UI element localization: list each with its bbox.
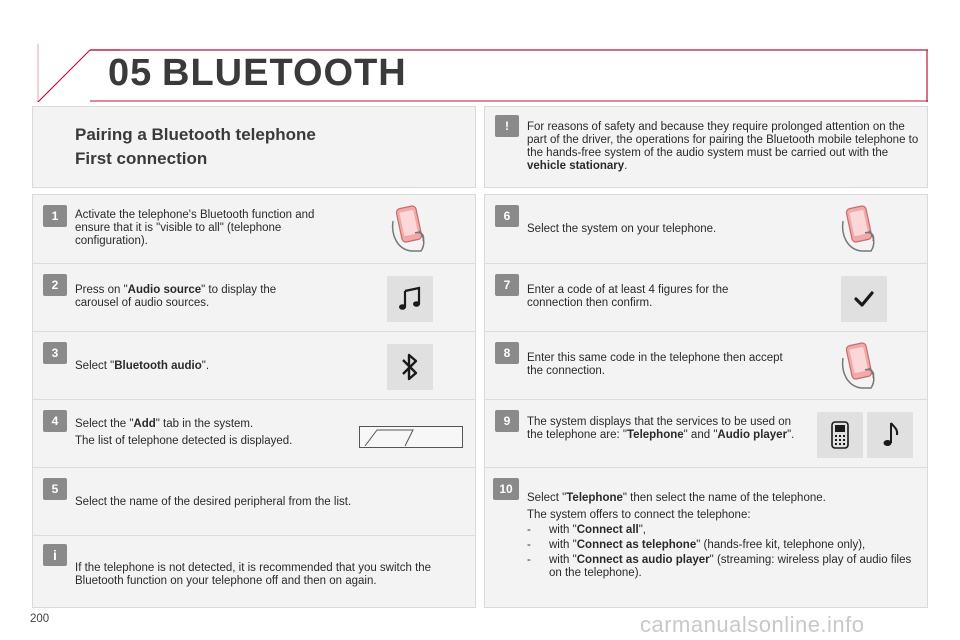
step-text: Activate the telephone's Bluetooth function and ensure that it is "visible to all" (telephone configuration).: [75, 209, 315, 247]
phone-hand-icon: [835, 201, 891, 257]
step-number: 4: [43, 410, 67, 432]
step-number: 8: [495, 342, 519, 364]
step-1: [33, 195, 475, 263]
step-number: 9: [495, 410, 519, 432]
step-text: Enter this same code in the telephone then accept the connection.: [527, 352, 783, 377]
checkmark-icon: [853, 288, 875, 310]
step-6: [485, 195, 927, 263]
step-number: 7: [495, 274, 519, 296]
step-number: 3: [43, 342, 67, 364]
step-7: [485, 263, 927, 331]
step-number: 6: [495, 205, 519, 227]
step-text: The system displays that the services to be used on the telephone are: "Telephone" and "Audio player".: [527, 416, 795, 441]
step-number: 1: [43, 205, 67, 227]
music-note-icon: [880, 421, 900, 449]
bluetooth-icon: [399, 352, 421, 382]
info-text: If the telephone is not detected, it is recommended that you switch the Bluetooth function on your telephone off and then on again.: [75, 562, 432, 587]
tab-icon: [359, 426, 463, 448]
chapter-header: [30, 44, 928, 102]
warning-icon: !: [495, 115, 519, 137]
step-number: 2: [43, 274, 67, 296]
phone-hand-icon: [835, 338, 891, 394]
step-8: [485, 331, 927, 399]
telephone-service-button: [817, 412, 863, 458]
step-5: [33, 467, 475, 535]
step-number: 10: [493, 478, 519, 500]
section-subtitle: First connection: [75, 149, 208, 168]
step-text: Press on "Audio source" to display the carousel of audio sources.: [75, 284, 277, 309]
step-text: Enter a code of at least 4 figures for the connection then confirm.: [527, 284, 729, 309]
info-note: [33, 535, 475, 609]
telephone-keypad-icon: [830, 421, 850, 449]
phone-hand-icon: [385, 201, 441, 257]
step-3: [33, 331, 475, 399]
option-connect-as-audio-player: - with "Connect as audio player" (streaming: wireless play of audio files on the telephone).: [527, 554, 912, 579]
page-number: 200: [30, 613, 50, 625]
step-10: [485, 467, 927, 609]
info-icon: i: [43, 544, 67, 566]
step-text: Select "Telephone" then select the name of the telephone. The system offers to connect the telephone: - with "Connect all", - with "Connect as telephone" (hands-free kit, telephone only), - with "Connect as audio player" (streaming: wireless play of audio files on the telephone).: [527, 492, 917, 580]
chapter-number: 05: [108, 52, 153, 94]
intro-panel: [32, 106, 476, 188]
step-text: Select the system on your telephone.: [527, 223, 717, 235]
step-4: [33, 399, 475, 467]
audio-source-button: [387, 276, 433, 322]
step-text: Select the "Add" tab in the system. The list of telephone detected is displayed.: [75, 418, 293, 447]
confirm-button: [841, 276, 887, 322]
section-title: Pairing a Bluetooth telephone: [75, 125, 316, 144]
warning-text: For reasons of safety and because they require prolonged attention on the part of the driver, the operations for pairing the Bluetooth mobile telephone to the hands-free system of the audio system must be carried out with the vehicle stationary.: [527, 121, 919, 172]
audio-player-service-button: [867, 412, 913, 458]
step-text: Select the name of the desired peripheral from the list.: [75, 496, 352, 508]
watermark: carmanualsonline.info: [640, 612, 865, 637]
option-connect-all: - with "Connect all",: [527, 524, 646, 536]
connection-options: [527, 524, 917, 580]
step-2: [33, 263, 475, 331]
left-steps-panel: [32, 194, 476, 608]
music-note-icon: [396, 285, 424, 313]
right-steps-panel: [484, 194, 928, 608]
bluetooth-audio-button: [387, 344, 433, 390]
step-text: Select "Bluetooth audio".: [75, 360, 210, 372]
option-connect-as-telephone: - with "Connect as telephone" (hands-free kit, telephone only),: [527, 539, 866, 551]
step-9: [485, 399, 927, 467]
warning-panel: [484, 106, 928, 188]
step-number: 5: [43, 478, 67, 500]
chapter-title: BLUETOOTH: [162, 52, 407, 94]
